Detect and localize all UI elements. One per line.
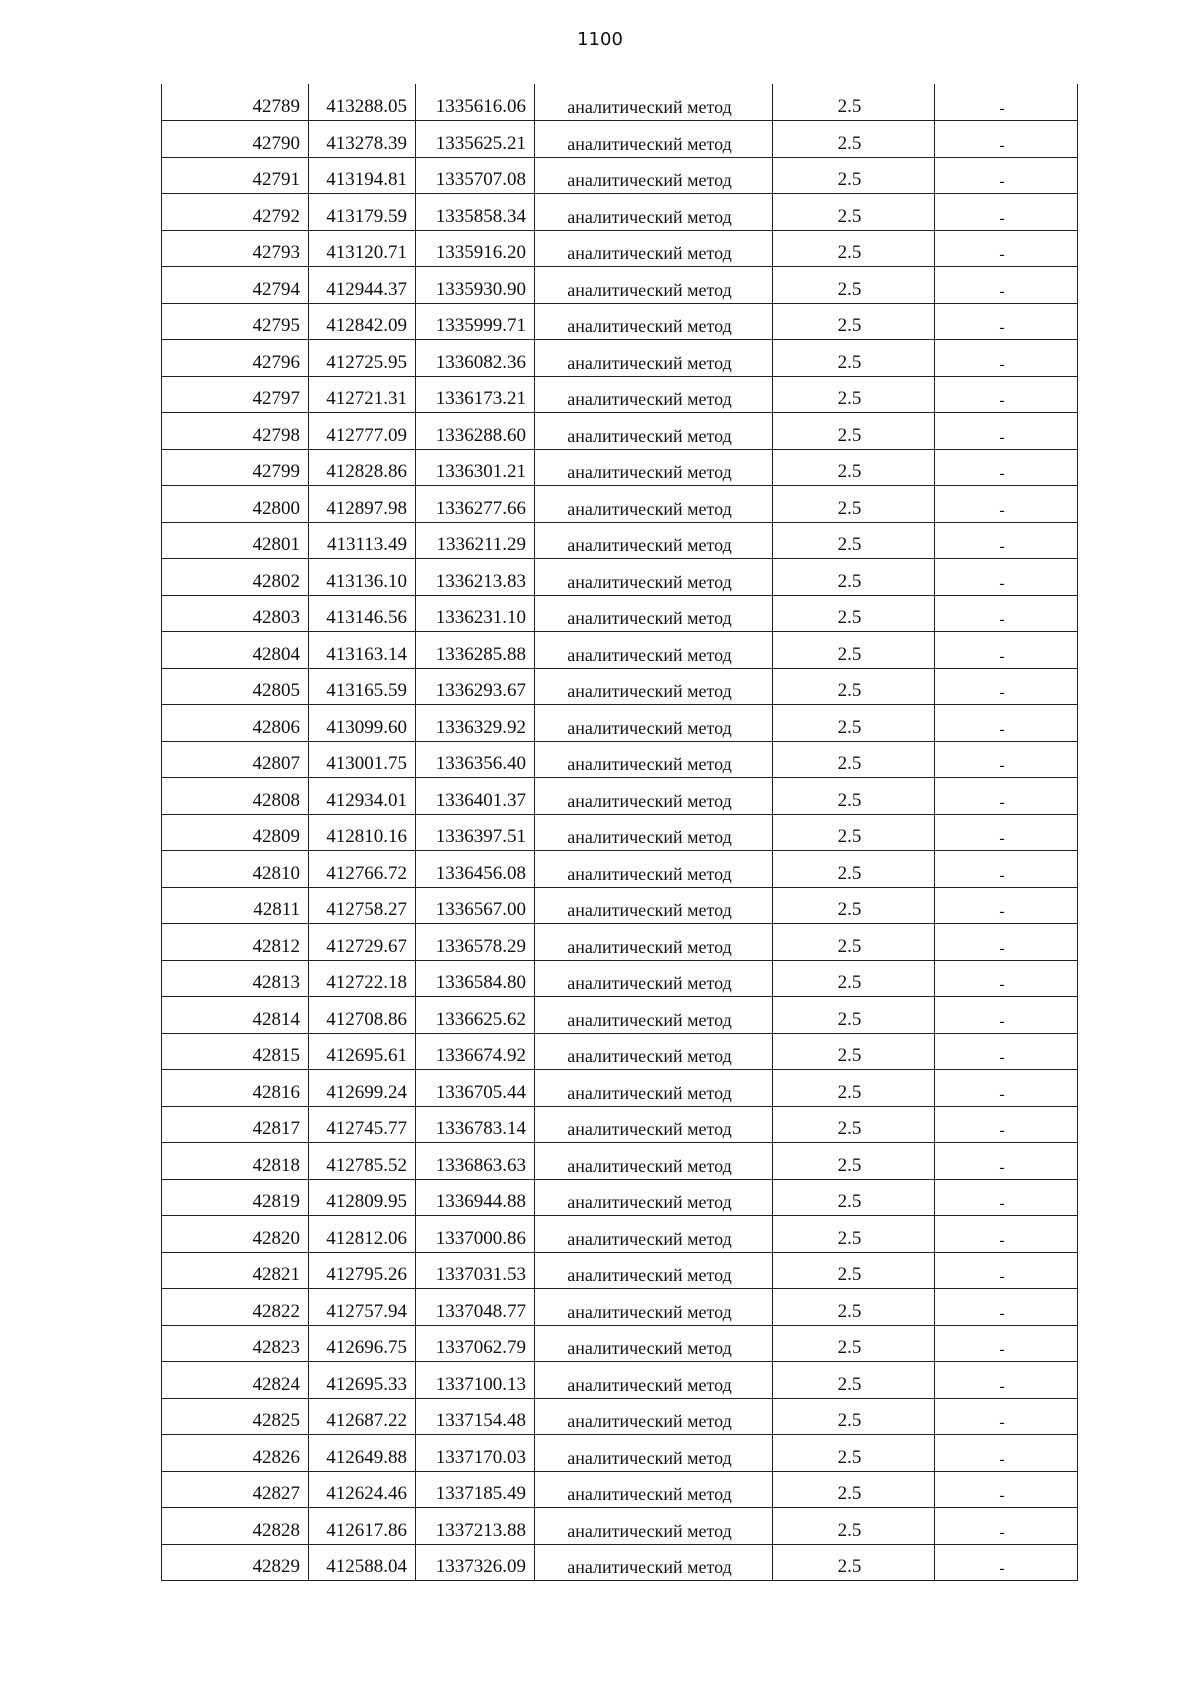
method-cell: аналитический метод [535,303,773,340]
note-cell: - [935,413,1078,450]
point-number-cell: 42790 [162,121,309,158]
accuracy-cell: 2.5 [773,1179,935,1216]
note-cell: - [935,194,1078,231]
accuracy-cell: 2.5 [773,157,935,194]
point-number-cell: 42824 [162,1362,309,1399]
point-number-cell: 42827 [162,1471,309,1508]
note-cell: - [935,1398,1078,1435]
x-coordinate-cell: 412934.01 [309,778,416,815]
method-cell: аналитический метод [535,1179,773,1216]
method-cell: аналитический метод [535,1143,773,1180]
note-cell: - [935,559,1078,596]
note-cell: - [935,1471,1078,1508]
method-cell: аналитический метод [535,486,773,523]
y-coordinate-cell: 1336456.08 [416,851,535,888]
table-body [162,84,1078,1581]
accuracy-cell: 2.5 [773,1325,935,1362]
x-coordinate-cell: 412810.16 [309,814,416,851]
note-cell: - [935,1289,1078,1326]
y-coordinate-cell: 1335625.21 [416,121,535,158]
point-number-cell: 42795 [162,303,309,340]
method-cell: аналитический метод [535,194,773,231]
method-cell: аналитический метод [535,84,773,121]
method-cell: аналитический метод [535,1471,773,1508]
point-number-cell: 42818 [162,1143,309,1180]
table-row [162,1362,1078,1399]
point-number-cell: 42789 [162,84,309,121]
table-row [162,449,1078,486]
note-cell: - [935,486,1078,523]
accuracy-cell: 2.5 [773,741,935,778]
x-coordinate-cell: 412809.95 [309,1179,416,1216]
table-row [162,157,1078,194]
method-cell: аналитический метод [535,1325,773,1362]
x-coordinate-cell: 412757.94 [309,1289,416,1326]
method-cell: аналитический метод [535,559,773,596]
note-cell: - [935,668,1078,705]
x-coordinate-cell: 412696.75 [309,1325,416,1362]
x-coordinate-cell: 412588.04 [309,1544,416,1581]
y-coordinate-cell: 1336567.00 [416,887,535,924]
accuracy-cell: 2.5 [773,340,935,377]
accuracy-cell: 2.5 [773,522,935,559]
y-coordinate-cell: 1337185.49 [416,1471,535,1508]
point-number-cell: 42802 [162,559,309,596]
x-coordinate-cell: 413288.05 [309,84,416,121]
point-number-cell: 42794 [162,267,309,304]
y-coordinate-cell: 1336301.21 [416,449,535,486]
y-coordinate-cell: 1336082.36 [416,340,535,377]
y-coordinate-cell: 1337062.79 [416,1325,535,1362]
table-row [162,960,1078,997]
point-number-cell: 42808 [162,778,309,815]
note-cell: - [935,449,1078,486]
accuracy-cell: 2.5 [773,1435,935,1472]
accuracy-cell: 2.5 [773,1033,935,1070]
point-number-cell: 42819 [162,1179,309,1216]
note-cell: - [935,1325,1078,1362]
x-coordinate-cell: 412897.98 [309,486,416,523]
note-cell: - [935,1070,1078,1107]
y-coordinate-cell: 1337031.53 [416,1252,535,1289]
table-row [162,340,1078,377]
method-cell: аналитический метод [535,851,773,888]
point-number-cell: 42791 [162,157,309,194]
accuracy-cell: 2.5 [773,1070,935,1107]
table-row [162,486,1078,523]
y-coordinate-cell: 1337100.13 [416,1362,535,1399]
note-cell: - [935,632,1078,669]
method-cell: аналитический метод [535,1216,773,1253]
method-cell: аналитический метод [535,778,773,815]
table-row [162,413,1078,450]
accuracy-cell: 2.5 [773,1216,935,1253]
method-cell: аналитический метод [535,1508,773,1545]
table-row [162,303,1078,340]
table-row [162,741,1078,778]
y-coordinate-cell: 1335858.34 [416,194,535,231]
table-row [162,1070,1078,1107]
method-cell: аналитический метод [535,1362,773,1399]
point-number-cell: 42799 [162,449,309,486]
x-coordinate-cell: 412708.86 [309,997,416,1034]
y-coordinate-cell: 1336356.40 [416,741,535,778]
note-cell: - [935,741,1078,778]
y-coordinate-cell: 1336211.29 [416,522,535,559]
note-cell: - [935,230,1078,267]
table-row [162,1544,1078,1581]
point-number-cell: 42826 [162,1435,309,1472]
x-coordinate-cell: 412944.37 [309,267,416,304]
x-coordinate-cell: 412722.18 [309,960,416,997]
point-number-cell: 42806 [162,705,309,742]
x-coordinate-cell: 412695.61 [309,1033,416,1070]
note-cell: - [935,997,1078,1034]
x-coordinate-cell: 413165.59 [309,668,416,705]
x-coordinate-cell: 412795.26 [309,1252,416,1289]
point-number-cell: 42798 [162,413,309,450]
point-number-cell: 42804 [162,632,309,669]
x-coordinate-cell: 413278.39 [309,121,416,158]
x-coordinate-cell: 413146.56 [309,595,416,632]
point-number-cell: 42814 [162,997,309,1034]
point-number-cell: 42815 [162,1033,309,1070]
x-coordinate-cell: 412828.86 [309,449,416,486]
x-coordinate-cell: 412695.33 [309,1362,416,1399]
accuracy-cell: 2.5 [773,632,935,669]
accuracy-cell: 2.5 [773,303,935,340]
y-coordinate-cell: 1336173.21 [416,376,535,413]
method-cell: аналитический метод [535,814,773,851]
note-cell: - [935,1143,1078,1180]
y-coordinate-cell: 1336277.66 [416,486,535,523]
table-row [162,1289,1078,1326]
table-row [162,1106,1078,1143]
table-row [162,814,1078,851]
y-coordinate-cell: 1337326.09 [416,1544,535,1581]
y-coordinate-cell: 1336584.80 [416,960,535,997]
note-cell: - [935,84,1078,121]
y-coordinate-cell: 1336213.83 [416,559,535,596]
note-cell: - [935,121,1078,158]
table-row [162,1325,1078,1362]
y-coordinate-cell: 1336863.63 [416,1143,535,1180]
accuracy-cell: 2.5 [773,194,935,231]
table-row [162,376,1078,413]
table-row [162,1216,1078,1253]
point-number-cell: 42796 [162,340,309,377]
accuracy-cell: 2.5 [773,1508,935,1545]
note-cell: - [935,1362,1078,1399]
accuracy-cell: 2.5 [773,668,935,705]
x-coordinate-cell: 413001.75 [309,741,416,778]
accuracy-cell: 2.5 [773,814,935,851]
x-coordinate-cell: 412649.88 [309,1435,416,1472]
x-coordinate-cell: 412745.77 [309,1106,416,1143]
note-cell: - [935,960,1078,997]
accuracy-cell: 2.5 [773,1106,935,1143]
accuracy-cell: 2.5 [773,705,935,742]
table-row [162,522,1078,559]
x-coordinate-cell: 412725.95 [309,340,416,377]
table-row [162,851,1078,888]
note-cell: - [935,1544,1078,1581]
y-coordinate-cell: 1337213.88 [416,1508,535,1545]
point-number-cell: 42817 [162,1106,309,1143]
x-coordinate-cell: 412617.86 [309,1508,416,1545]
accuracy-cell: 2.5 [773,1471,935,1508]
point-number-cell: 42812 [162,924,309,961]
accuracy-cell: 2.5 [773,267,935,304]
page-number: 1100 [577,29,623,50]
x-coordinate-cell: 413099.60 [309,705,416,742]
y-coordinate-cell: 1335916.20 [416,230,535,267]
method-cell: аналитический метод [535,887,773,924]
table-row [162,705,1078,742]
table-row [162,1179,1078,1216]
method-cell: аналитический метод [535,522,773,559]
point-number-cell: 42816 [162,1070,309,1107]
method-cell: аналитический метод [535,1033,773,1070]
note-cell: - [935,887,1078,924]
accuracy-cell: 2.5 [773,924,935,961]
accuracy-cell: 2.5 [773,449,935,486]
table-row [162,1252,1078,1289]
point-number-cell: 42805 [162,668,309,705]
table-row [162,559,1078,596]
accuracy-cell: 2.5 [773,960,935,997]
accuracy-cell: 2.5 [773,84,935,121]
method-cell: аналитический метод [535,705,773,742]
accuracy-cell: 2.5 [773,887,935,924]
table-row [162,121,1078,158]
method-cell: аналитический метод [535,997,773,1034]
y-coordinate-cell: 1336674.92 [416,1033,535,1070]
point-number-cell: 42811 [162,887,309,924]
table-row [162,595,1078,632]
x-coordinate-cell: 412777.09 [309,413,416,450]
y-coordinate-cell: 1336578.29 [416,924,535,961]
table-row [162,1143,1078,1180]
point-number-cell: 42803 [162,595,309,632]
accuracy-cell: 2.5 [773,595,935,632]
note-cell: - [935,157,1078,194]
y-coordinate-cell: 1336625.62 [416,997,535,1034]
y-coordinate-cell: 1336944.88 [416,1179,535,1216]
point-number-cell: 42797 [162,376,309,413]
note-cell: - [935,924,1078,961]
accuracy-cell: 2.5 [773,1544,935,1581]
accuracy-cell: 2.5 [773,1252,935,1289]
note-cell: - [935,1106,1078,1143]
method-cell: аналитический метод [535,595,773,632]
table-row [162,632,1078,669]
table-row [162,1398,1078,1435]
method-cell: аналитический метод [535,413,773,450]
accuracy-cell: 2.5 [773,1362,935,1399]
note-cell: - [935,814,1078,851]
y-coordinate-cell: 1335616.06 [416,84,535,121]
method-cell: аналитический метод [535,121,773,158]
table-row [162,1471,1078,1508]
point-number-cell: 42825 [162,1398,309,1435]
method-cell: аналитический метод [535,230,773,267]
point-number-cell: 42813 [162,960,309,997]
x-coordinate-cell: 413113.49 [309,522,416,559]
x-coordinate-cell: 412687.22 [309,1398,416,1435]
y-coordinate-cell: 1336231.10 [416,595,535,632]
note-cell: - [935,1033,1078,1070]
y-coordinate-cell: 1335999.71 [416,303,535,340]
method-cell: аналитический метод [535,1252,773,1289]
y-coordinate-cell: 1337048.77 [416,1289,535,1326]
note-cell: - [935,705,1078,742]
accuracy-cell: 2.5 [773,376,935,413]
x-coordinate-cell: 412699.24 [309,1070,416,1107]
accuracy-cell: 2.5 [773,778,935,815]
point-number-cell: 42829 [162,1544,309,1581]
table-row [162,1435,1078,1472]
accuracy-cell: 2.5 [773,486,935,523]
method-cell: аналитический метод [535,741,773,778]
method-cell: аналитический метод [535,668,773,705]
point-number-cell: 42822 [162,1289,309,1326]
y-coordinate-cell: 1336783.14 [416,1106,535,1143]
point-number-cell: 42828 [162,1508,309,1545]
table-row [162,924,1078,961]
note-cell: - [935,376,1078,413]
point-number-cell: 42821 [162,1252,309,1289]
method-cell: аналитический метод [535,1289,773,1326]
x-coordinate-cell: 413120.71 [309,230,416,267]
x-coordinate-cell: 413136.10 [309,559,416,596]
point-number-cell: 42823 [162,1325,309,1362]
table-row [162,778,1078,815]
accuracy-cell: 2.5 [773,121,935,158]
y-coordinate-cell: 1337170.03 [416,1435,535,1472]
accuracy-cell: 2.5 [773,1143,935,1180]
table-row [162,887,1078,924]
y-coordinate-cell: 1337000.86 [416,1216,535,1253]
x-coordinate-cell: 412785.52 [309,1143,416,1180]
method-cell: аналитический метод [535,376,773,413]
point-number-cell: 42792 [162,194,309,231]
note-cell: - [935,1179,1078,1216]
point-number-cell: 42801 [162,522,309,559]
table-row [162,267,1078,304]
y-coordinate-cell: 1336397.51 [416,814,535,851]
method-cell: аналитический метод [535,632,773,669]
x-coordinate-cell: 413163.14 [309,632,416,669]
method-cell: аналитический метод [535,157,773,194]
method-cell: аналитический метод [535,1435,773,1472]
accuracy-cell: 2.5 [773,997,935,1034]
y-coordinate-cell: 1337154.48 [416,1398,535,1435]
point-number-cell: 42810 [162,851,309,888]
note-cell: - [935,778,1078,815]
y-coordinate-cell: 1336293.67 [416,668,535,705]
note-cell: - [935,1435,1078,1472]
x-coordinate-cell: 413194.81 [309,157,416,194]
accuracy-cell: 2.5 [773,230,935,267]
y-coordinate-cell: 1336288.60 [416,413,535,450]
note-cell: - [935,1216,1078,1253]
table-row [162,1508,1078,1545]
note-cell: - [935,340,1078,377]
method-cell: аналитический метод [535,1070,773,1107]
note-cell: - [935,1252,1078,1289]
table-row [162,668,1078,705]
point-number-cell: 42820 [162,1216,309,1253]
accuracy-cell: 2.5 [773,1398,935,1435]
note-cell: - [935,1508,1078,1545]
point-number-cell: 42809 [162,814,309,851]
x-coordinate-cell: 412758.27 [309,887,416,924]
x-coordinate-cell: 412624.46 [309,1471,416,1508]
table-row [162,230,1078,267]
note-cell: - [935,522,1078,559]
method-cell: аналитический метод [535,340,773,377]
y-coordinate-cell: 1336401.37 [416,778,535,815]
table-row [162,84,1078,121]
y-coordinate-cell: 1336705.44 [416,1070,535,1107]
x-coordinate-cell: 412721.31 [309,376,416,413]
note-cell: - [935,303,1078,340]
accuracy-cell: 2.5 [773,1289,935,1326]
table-row [162,194,1078,231]
note-cell: - [935,267,1078,304]
method-cell: аналитический метод [535,267,773,304]
method-cell: аналитический метод [535,924,773,961]
method-cell: аналитический метод [535,449,773,486]
y-coordinate-cell: 1336329.92 [416,705,535,742]
method-cell: аналитический метод [535,1398,773,1435]
y-coordinate-cell: 1336285.88 [416,632,535,669]
note-cell: - [935,595,1078,632]
accuracy-cell: 2.5 [773,559,935,596]
x-coordinate-cell: 412842.09 [309,303,416,340]
x-coordinate-cell: 413179.59 [309,194,416,231]
point-number-cell: 42800 [162,486,309,523]
method-cell: аналитический метод [535,960,773,997]
coordinates-table [161,84,1078,1581]
accuracy-cell: 2.5 [773,851,935,888]
method-cell: аналитический метод [535,1106,773,1143]
note-cell: - [935,851,1078,888]
table-row [162,1033,1078,1070]
table-row [162,997,1078,1034]
point-number-cell: 42793 [162,230,309,267]
y-coordinate-cell: 1335930.90 [416,267,535,304]
x-coordinate-cell: 412766.72 [309,851,416,888]
x-coordinate-cell: 412812.06 [309,1216,416,1253]
x-coordinate-cell: 412729.67 [309,924,416,961]
method-cell: аналитический метод [535,1544,773,1581]
point-number-cell: 42807 [162,741,309,778]
accuracy-cell: 2.5 [773,413,935,450]
y-coordinate-cell: 1335707.08 [416,157,535,194]
